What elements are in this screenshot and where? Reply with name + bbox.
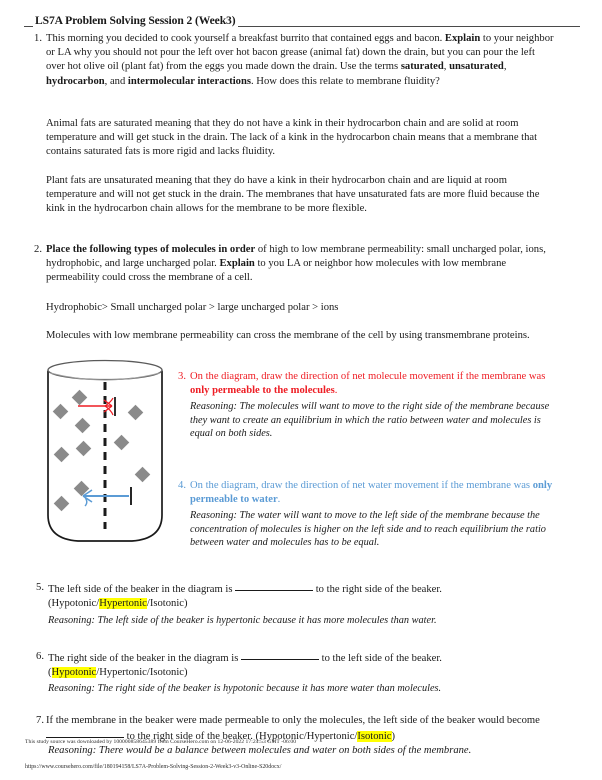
q2-part-b: to you LA or neighbor how molecules with low membrane permeability could cross the membrane of a cell. xyxy=(46,258,507,284)
question-number-7: 7. xyxy=(36,715,44,726)
q6-part-b: to the left side of the beaker. xyxy=(318,653,442,664)
reasoning-6: Reasoning: The right side of the beaker is hypotonic because it has more water than molecules. xyxy=(48,683,442,694)
q3-part-b: . xyxy=(334,385,338,397)
q7-option-hypotonic[interactable]: Hypotonic xyxy=(259,731,304,743)
question-number-6: 6. xyxy=(36,651,44,662)
question-text-2 xyxy=(46,243,556,286)
q3-part-a: On the diagram, draw the direction of net molecule movement if the membrane was xyxy=(190,371,546,382)
q3-bold-permeable: only permeable to the molecules xyxy=(190,385,335,397)
answer-2b: Molecules with low membrane permeability can cross the membrane of the cell by using transmembrane proteins. xyxy=(46,330,530,341)
q7-option-isotonic[interactable]: Isotonic xyxy=(357,731,392,743)
q7-part-b: to the right side of the beaker. xyxy=(124,731,256,743)
q4-part-b: . xyxy=(277,494,281,506)
q7-option-hypertonic[interactable]: Hypertonic xyxy=(306,731,355,743)
q6-option-open: ( xyxy=(48,667,52,679)
question-number-5: 5. xyxy=(36,582,44,593)
q6-option-sep-2: / xyxy=(146,667,150,679)
q1-bold-hydrocarbon: hydrocarbon xyxy=(46,75,105,87)
coursehero-source-url: https://www.coursehero.com/file/180194158/LS7A-Problem-Solving-Session-2-Week3-v3-Online-S20docx/ xyxy=(25,764,282,770)
document-header xyxy=(24,13,580,33)
answer-2a: Hydrophobic> Small uncharged polar > large uncharged polar > ions xyxy=(46,302,339,313)
q5-option-sep-2: / xyxy=(146,598,150,610)
q1-bold-explain: Explain xyxy=(444,33,481,44)
q1-sep-2: , xyxy=(503,61,507,73)
q7-answer-blank[interactable] xyxy=(46,728,124,738)
q6-option-sep-1: / xyxy=(96,667,100,679)
question-text-5 xyxy=(48,581,558,611)
answer-1a: Animal fats are saturated meaning that they do not have a kink in their hydrocarbon chain and are solid at room temperature and will get stuck in the drain. The lack of a kink in the hydrocarbon chain means that a membrane that contains saturated fats is more rigid and lacks fluidity. xyxy=(46,118,538,158)
question-number-3: 3. xyxy=(178,371,186,382)
question-number-2: 2. xyxy=(34,244,42,255)
q1-bold-unsaturated: unsaturated xyxy=(449,61,504,73)
q5-option-sep-1: / xyxy=(96,598,100,610)
q5-part-b: to the right side of the beaker. xyxy=(313,584,442,595)
question-text-6 xyxy=(48,650,558,680)
question-text-3 xyxy=(190,370,560,398)
reasoning-7: Reasoning: There would be a balance between molecules and water on both sides of the membrane. xyxy=(48,745,472,756)
q1-bold-intermolecular: intermolecular interactions xyxy=(127,75,251,87)
q7-part-a: If the membrane in the beaker were made permeable to only the molecules, the left side of the beaker would become xyxy=(46,715,540,726)
q1-part-c: . How does this relate to membrane fluidity? xyxy=(251,75,440,87)
q1-part-b: to your neighbor or LA why you should not pour the left over hot bacon grease (animal fat) down the drain, but you can pour the left over hot olive oil (plant fat) from the eggs you made down the drain. Use the terms xyxy=(46,33,554,73)
q6-answer-blank[interactable] xyxy=(241,650,319,660)
q5-option-close: ) xyxy=(183,598,188,610)
q7-option-close: ) xyxy=(391,731,396,743)
reasoning-4: Reasoning: The water will want to move to the left side of the membrane because the concentration of molecules is higher on the left side and to reach equilibrium the ratio between water and molecules has to be equal. xyxy=(190,510,546,549)
q7-option-open: ( xyxy=(255,731,260,743)
reasoning-5: Reasoning: The left side of the beaker is hypertonic because it has more molecules than water. xyxy=(48,615,437,626)
page-title: LS7A Problem Solving Session 2 (Week3) xyxy=(35,14,236,27)
q6-option-isotonic[interactable]: Isotonic xyxy=(149,667,184,679)
q5-option-isotonic[interactable]: Isotonic xyxy=(149,598,184,610)
q1-bold-saturated: saturated xyxy=(400,61,444,73)
q4-part-a: On the diagram, draw the direction of net water movement if the membrane was xyxy=(190,480,533,491)
q1-sep-1: , xyxy=(443,61,450,73)
q4-bold-permeable: only permeable to water xyxy=(190,480,553,506)
question-text-1 xyxy=(46,32,556,89)
question-text-4 xyxy=(190,479,560,507)
q2-part-a: of high to low membrane permeability: small uncharged polar, ions, hydrophobic, and large uncharged polar. xyxy=(46,244,546,270)
q5-part-a: The left side of the beaker in the diagram is xyxy=(48,584,236,595)
q2-bold-place: Place the following types of molecules in order xyxy=(46,244,256,255)
q6-option-hypotonic[interactable]: Hypotonic xyxy=(51,667,97,679)
reasoning-3: Reasoning: The molecules will want to move to the right side of the membrane because they want to create an equilibrium in which the ratio between water and molecules is equal on both sides. xyxy=(190,401,550,440)
q7-option-sep-1: / xyxy=(303,731,307,743)
q5-answer-blank[interactable] xyxy=(235,581,313,591)
beaker-osmosis-diagram xyxy=(42,357,168,545)
question-number-1: 1. xyxy=(34,33,42,44)
q6-option-hypertonic[interactable]: Hypertonic xyxy=(99,667,147,679)
q5-option-hypertonic[interactable]: Hypertonic xyxy=(99,598,147,610)
q5-option-hypotonic[interactable]: Hypotonic xyxy=(51,598,97,610)
q6-option-close: ) xyxy=(183,667,188,679)
coursehero-watermark: This study source was downloaded by 100000858645389 from CourseHero.com on 12-06-2022 17:24:53 GMT -06:00 xyxy=(25,739,297,745)
q2-bold-explain: Explain xyxy=(219,258,255,270)
q7-option-sep-2: / xyxy=(354,731,358,743)
answer-1b: Plant fats are unsaturated meaning that they do have a kink in their hydrocarbon chain and are liquid at room temperature and will not get stuck in the drain. The membranes that have unsaturated fats are more fluid because the kink in the hydrocarbon chain allows for the membrane to be more flexible. xyxy=(46,175,540,215)
q1-part-a: This morning you decided to cook yourself a breakfast burrito that contained eggs and bacon. xyxy=(46,33,445,44)
q1-sep-3: , and xyxy=(104,75,128,87)
question-number-4: 4. xyxy=(178,480,186,491)
q6-part-a: The right side of the beaker in the diagram is xyxy=(48,653,241,664)
q5-option-open: ( xyxy=(48,598,52,610)
